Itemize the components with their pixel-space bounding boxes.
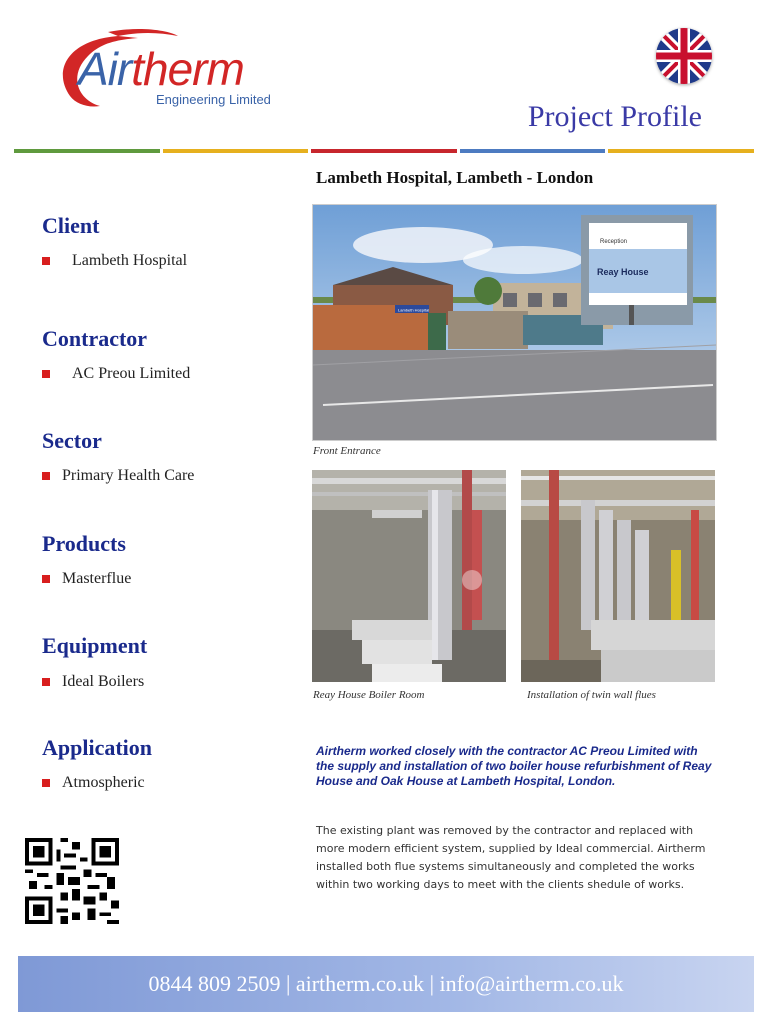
sign-reay-house-text: Reay House: [597, 267, 649, 277]
section-item-text: Primary Health Care: [62, 467, 195, 484]
square-bullet-icon: [42, 678, 50, 686]
section-heading-client: Client: [42, 213, 100, 238]
square-bullet-icon: [42, 472, 50, 480]
logo-word-air: Air: [78, 43, 132, 95]
section-item-products: [42, 570, 131, 588]
footer-contact-bar: [18, 956, 754, 1012]
qr-code-icon[interactable]: [24, 838, 120, 929]
section-item-text: AC Preou Limited: [72, 365, 191, 382]
square-bullet-icon: [42, 370, 50, 378]
logo-wordmark: [78, 43, 244, 95]
section-item-text: Ideal Boilers: [62, 673, 145, 690]
uk-flag-icon: [656, 28, 712, 84]
logo-subtitle: Engineering Limited: [156, 92, 271, 107]
section-item-sector: [42, 467, 194, 485]
section-item-equipment: [42, 673, 144, 691]
photo-boiler-room: [312, 470, 506, 682]
section-item-text: Atmospheric: [62, 774, 145, 791]
square-bullet-icon: [42, 779, 50, 787]
airtherm-logo: [48, 26, 278, 116]
sign-reception-text: Reception: [600, 239, 628, 245]
square-bullet-icon: [42, 575, 50, 583]
lead-paragraph: Airtherm worked closely with the contractor AC Preou Limited with the supply and installation of two boiler house refurbishment of Reay House and Oak House at Lambeth Hospital, London.: [316, 744, 712, 788]
reay-house-sign: [581, 215, 693, 325]
logo-word-therm: therm: [131, 43, 244, 95]
section-item-contractor: [42, 365, 190, 383]
divider-segment-yellow-2: [608, 149, 754, 153]
section-item-text: Masterflue: [62, 570, 132, 587]
section-heading-application: Application: [42, 735, 153, 760]
color-divider-bar: [14, 149, 754, 153]
section-heading-products: Products: [42, 531, 126, 556]
caption-boiler-room: Reay House Boiler Room: [313, 689, 425, 701]
caption-front-entrance: Front Entrance: [313, 445, 381, 457]
site-title: Lambeth Hospital, Lambeth - London: [316, 168, 594, 187]
building-sign-text: Lambeth Hospital: [398, 307, 430, 313]
divider-segment-blue: [460, 149, 606, 153]
section-heading-contractor: Contractor: [42, 326, 148, 351]
square-bullet-icon: [42, 257, 50, 265]
section-heading-equipment: Equipment: [42, 633, 148, 658]
divider-segment-red: [311, 149, 457, 153]
photo-front-entrance: [312, 204, 717, 441]
page-title: Project Profile: [527, 100, 702, 133]
footer-contact-text[interactable]: 0844 809 2509 | airtherm.co.uk | info@airtherm.co.uk: [148, 971, 624, 996]
caption-twin-wall-flues: Installation of twin wall flues: [527, 689, 656, 701]
section-item-application: [42, 774, 145, 792]
photo-twin-wall-flues: [521, 470, 715, 682]
section-item-client: [42, 252, 187, 270]
section-item-text: Lambeth Hospital: [72, 252, 188, 269]
divider-segment-yellow: [163, 149, 309, 153]
body-paragraph: The existing plant was removed by the contractor and replaced with more modern efficient system, supplied by Ideal commercial. Airtherm installed both flue systems simultaneously and completed the works within two working days to meet with the clients shedule of works.: [316, 824, 706, 891]
section-heading-sector: Sector: [42, 428, 102, 453]
divider-segment-green: [14, 149, 160, 153]
